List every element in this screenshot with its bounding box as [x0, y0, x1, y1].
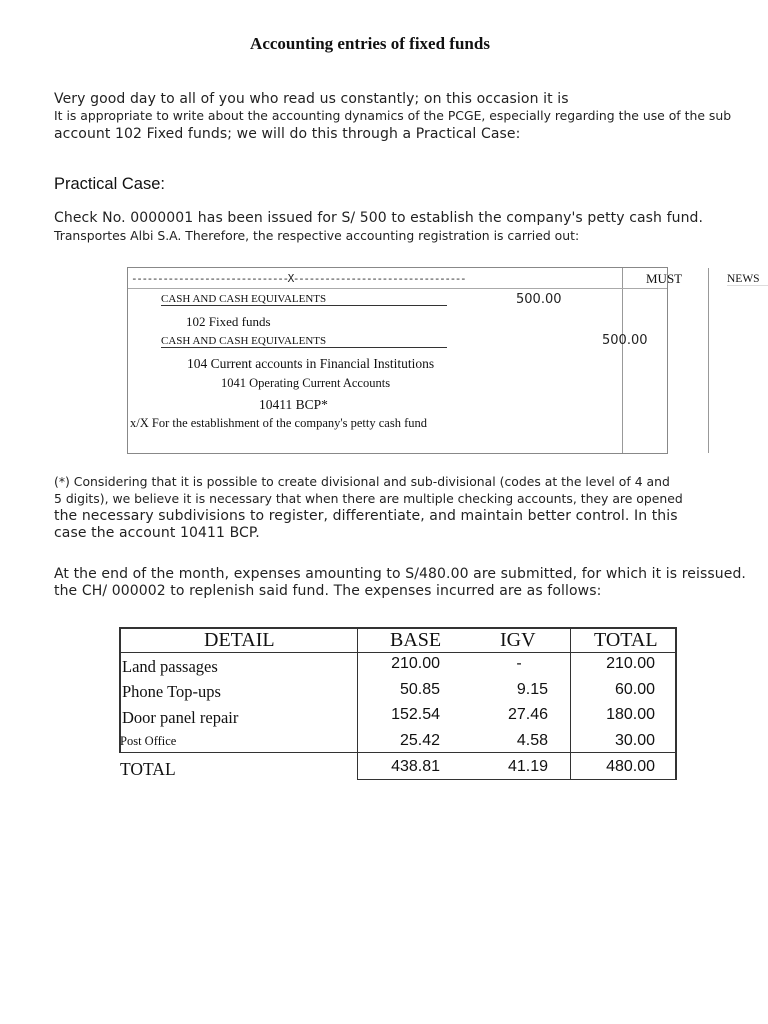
account-102-fixed-funds: 102 Fixed funds — [186, 314, 271, 329]
column-divider — [622, 268, 623, 453]
table-row-igv: 9.15 — [516, 681, 548, 698]
totals-igv: 41.19 — [507, 758, 548, 775]
totals-label: TOTAL — [120, 759, 176, 779]
entry-description: x/X For the establishment of the company's petty cash fund — [130, 416, 427, 430]
table-row-igv: - — [516, 655, 522, 672]
table-divider — [119, 752, 676, 753]
column-divider — [708, 268, 709, 453]
header-detail: DETAIL — [204, 629, 275, 651]
note-line-1: (*) Considering that it is possible to create divisional and sub-divisional (codes at the level of 4 and — [54, 474, 670, 489]
table-row-detail: Post Office — [120, 734, 177, 748]
table-row-base: 50.85 — [399, 681, 440, 698]
news-amount-value: 500.00 — [602, 333, 648, 348]
table-row-total: 60.00 — [614, 681, 655, 698]
table-row-igv: 27.46 — [507, 706, 548, 723]
account-1041-operating: 1041 Operating Current Accounts — [221, 376, 391, 390]
header-total: TOTAL — [594, 629, 658, 651]
totals-base: 438.81 — [391, 758, 440, 775]
table-row-base: 152.54 — [391, 706, 440, 723]
intro-line-3: account 102 Fixed funds; we will do this through a Practical Case: — [54, 126, 521, 142]
table-row-total: 180.00 — [606, 706, 655, 723]
note-line-2: 5 digits), we believe it is necessary that when there are multiple checking accounts, they are opened — [54, 491, 683, 506]
account-104-current-accounts: 104 Current accounts in Financial Institutions — [187, 356, 435, 371]
intro-line-2: It is appropriate to write about the accounting dynamics of the PCGE, especially regarding the use of the sub — [54, 108, 732, 123]
totals-total: 480.00 — [606, 758, 655, 775]
table-row-detail: Land passages — [122, 657, 218, 676]
journal-entry-table — [127, 267, 760, 454]
table-row-detail: Door panel repair — [122, 708, 239, 727]
intro-line-1: Very good day to all of you who read us constantly; on this occasion it is — [54, 91, 569, 107]
expenses-table — [119, 627, 676, 780]
table-divider — [570, 627, 571, 780]
note-line-3: the necessary subdivisions to register, differentiate, and maintain better control. In this — [54, 508, 678, 524]
table-row-detail: Phone Top-ups — [122, 682, 221, 701]
table-border — [675, 627, 677, 780]
end-month-line-1: At the end of the month, expenses amounting to S/480.00 are submitted, for which it is reissued. — [54, 566, 746, 582]
case-line-1: Check No. 0000001 has been issued for S/ 500 to establish the company's petty cash fund. — [54, 210, 704, 226]
table-row-base: 25.42 — [399, 732, 440, 749]
table-row-igv: 4.58 — [516, 732, 548, 749]
must-amount-value: 500.00 — [516, 292, 562, 307]
page-title: Accounting entries of fixed funds — [250, 34, 490, 53]
table-divider — [119, 652, 676, 653]
note-line-4: case the account 10411 BCP. — [54, 525, 260, 541]
must-header: MUST — [646, 271, 683, 286]
account-10411-bcp: 10411 BCP* — [259, 397, 328, 412]
journal-header-separator: ------------------------------X--------------------------------- — [131, 272, 466, 285]
practical-case-heading: Practical Case: — [54, 175, 165, 193]
header-base: BASE — [390, 629, 442, 651]
account-cash-equivalents-debit: CASH AND CASH EQUIVALENTS — [161, 293, 447, 306]
case-line-2: Transportes Albi S.A. Therefore, the respective accounting registration is carried out: — [54, 228, 580, 243]
table-row-base: 210.00 — [391, 655, 440, 672]
table-border — [357, 779, 676, 780]
account-cash-equivalents-credit: CASH AND CASH EQUIVALENTS — [161, 335, 447, 348]
header-divider — [128, 288, 667, 289]
table-row-total: 30.00 — [614, 732, 655, 749]
header-igv: IGV — [500, 629, 536, 651]
table-row-total: 210.00 — [606, 655, 655, 672]
end-month-line-2: the CH/ 000002 to replenish said fund. The expenses incurred are as follows: — [54, 583, 602, 599]
news-header: NEWS — [727, 273, 768, 286]
table-divider — [357, 627, 358, 780]
